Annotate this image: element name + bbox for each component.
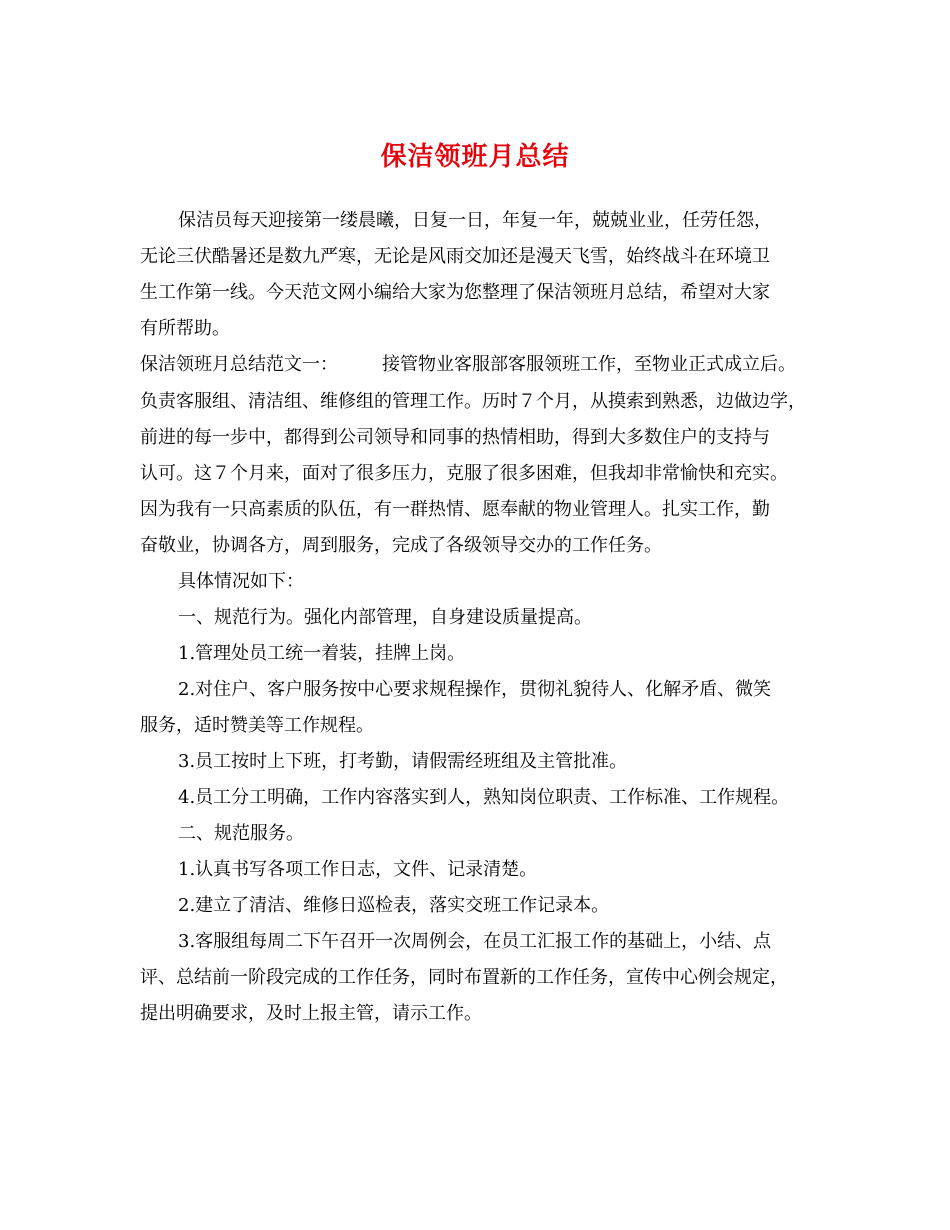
text-line: 服务，适时赞美等工作规程。 [140, 715, 374, 736]
text-line: 保洁员每天迎接第一缕晨曦，日复一日，年复一年，兢兢业业，任劳任怨， [178, 210, 772, 231]
text-line: 提出明确要求，及时上报主管，请示工作。 [140, 1003, 482, 1024]
list-item: 3.员工按时上下班，打考勤，请假需经班组及主管批准。 [178, 751, 628, 772]
text-line: 生工作第一线。今天范文网小编给大家为您整理了保洁领班月总结，希望对大家 [140, 282, 770, 303]
document-title: 保洁领班月总结 [380, 142, 570, 172]
section-heading: 一、规范行为。强化内部管理，自身建设质量提高。 [178, 607, 592, 628]
text-line: 前进的每一步中，都得到公司领导和同事的热情相助，得到大多数住户的支持与 [140, 427, 770, 448]
text-line: 接管物业客服部客服领班工作，至物业正式成立后。 [382, 354, 796, 375]
list-item: 2.对住户、客户服务按中心要求规程操作，贯彻礼貌待人、化解矛盾、微笑 [178, 679, 772, 700]
list-item: 4.员工分工明确，工作内容落实到人，熟知岗位职责、工作标准、工作规程。 [178, 787, 790, 808]
list-item: 1.认真书写各项工作日志，文件、记录清楚。 [178, 859, 538, 880]
text-line: 因为我有一只高素质的队伍，有一群热情、愿奉献的物业管理人。扎实工作，勤 [140, 499, 770, 520]
list-item: 2.建立了清洁、维修日巡检表，落实交班工作记录本。 [178, 895, 610, 916]
list-item: 3.客服组每周二下午召开一次周例会，在员工汇报工作的基础上，小结、点 [178, 931, 772, 952]
text-line: 评、总结前一阶段完成的工作任务，同时布置新的工作任务，宣传中心例会规定， [140, 967, 788, 988]
text-line: 具体情况如下： [178, 571, 304, 592]
text-line: 负责客服组、清洁组、维修组的管理工作。历时７个月，从摸索到熟悉，边做边学， [140, 391, 806, 412]
list-item: 1.管理处员工统一着装，挂牌上岗。 [178, 643, 466, 664]
text-line: 有所帮助。 [140, 318, 230, 339]
text-line: 认可。这７个月来，面对了很多压力，克服了很多困难，但我却非常愉快和充实。 [140, 463, 788, 484]
section-heading: 二、规范服务。 [178, 823, 304, 844]
text-line: 保洁领班月总结范文一： [140, 354, 338, 375]
text-line: 奋敬业，协调各方，周到服务，完成了各级领导交办的工作任务。 [140, 535, 662, 556]
text-line: 无论三伏酷暑还是数九严寒，无论是风雨交加还是漫天飞雪，始终战斗在环境卫 [140, 246, 770, 267]
